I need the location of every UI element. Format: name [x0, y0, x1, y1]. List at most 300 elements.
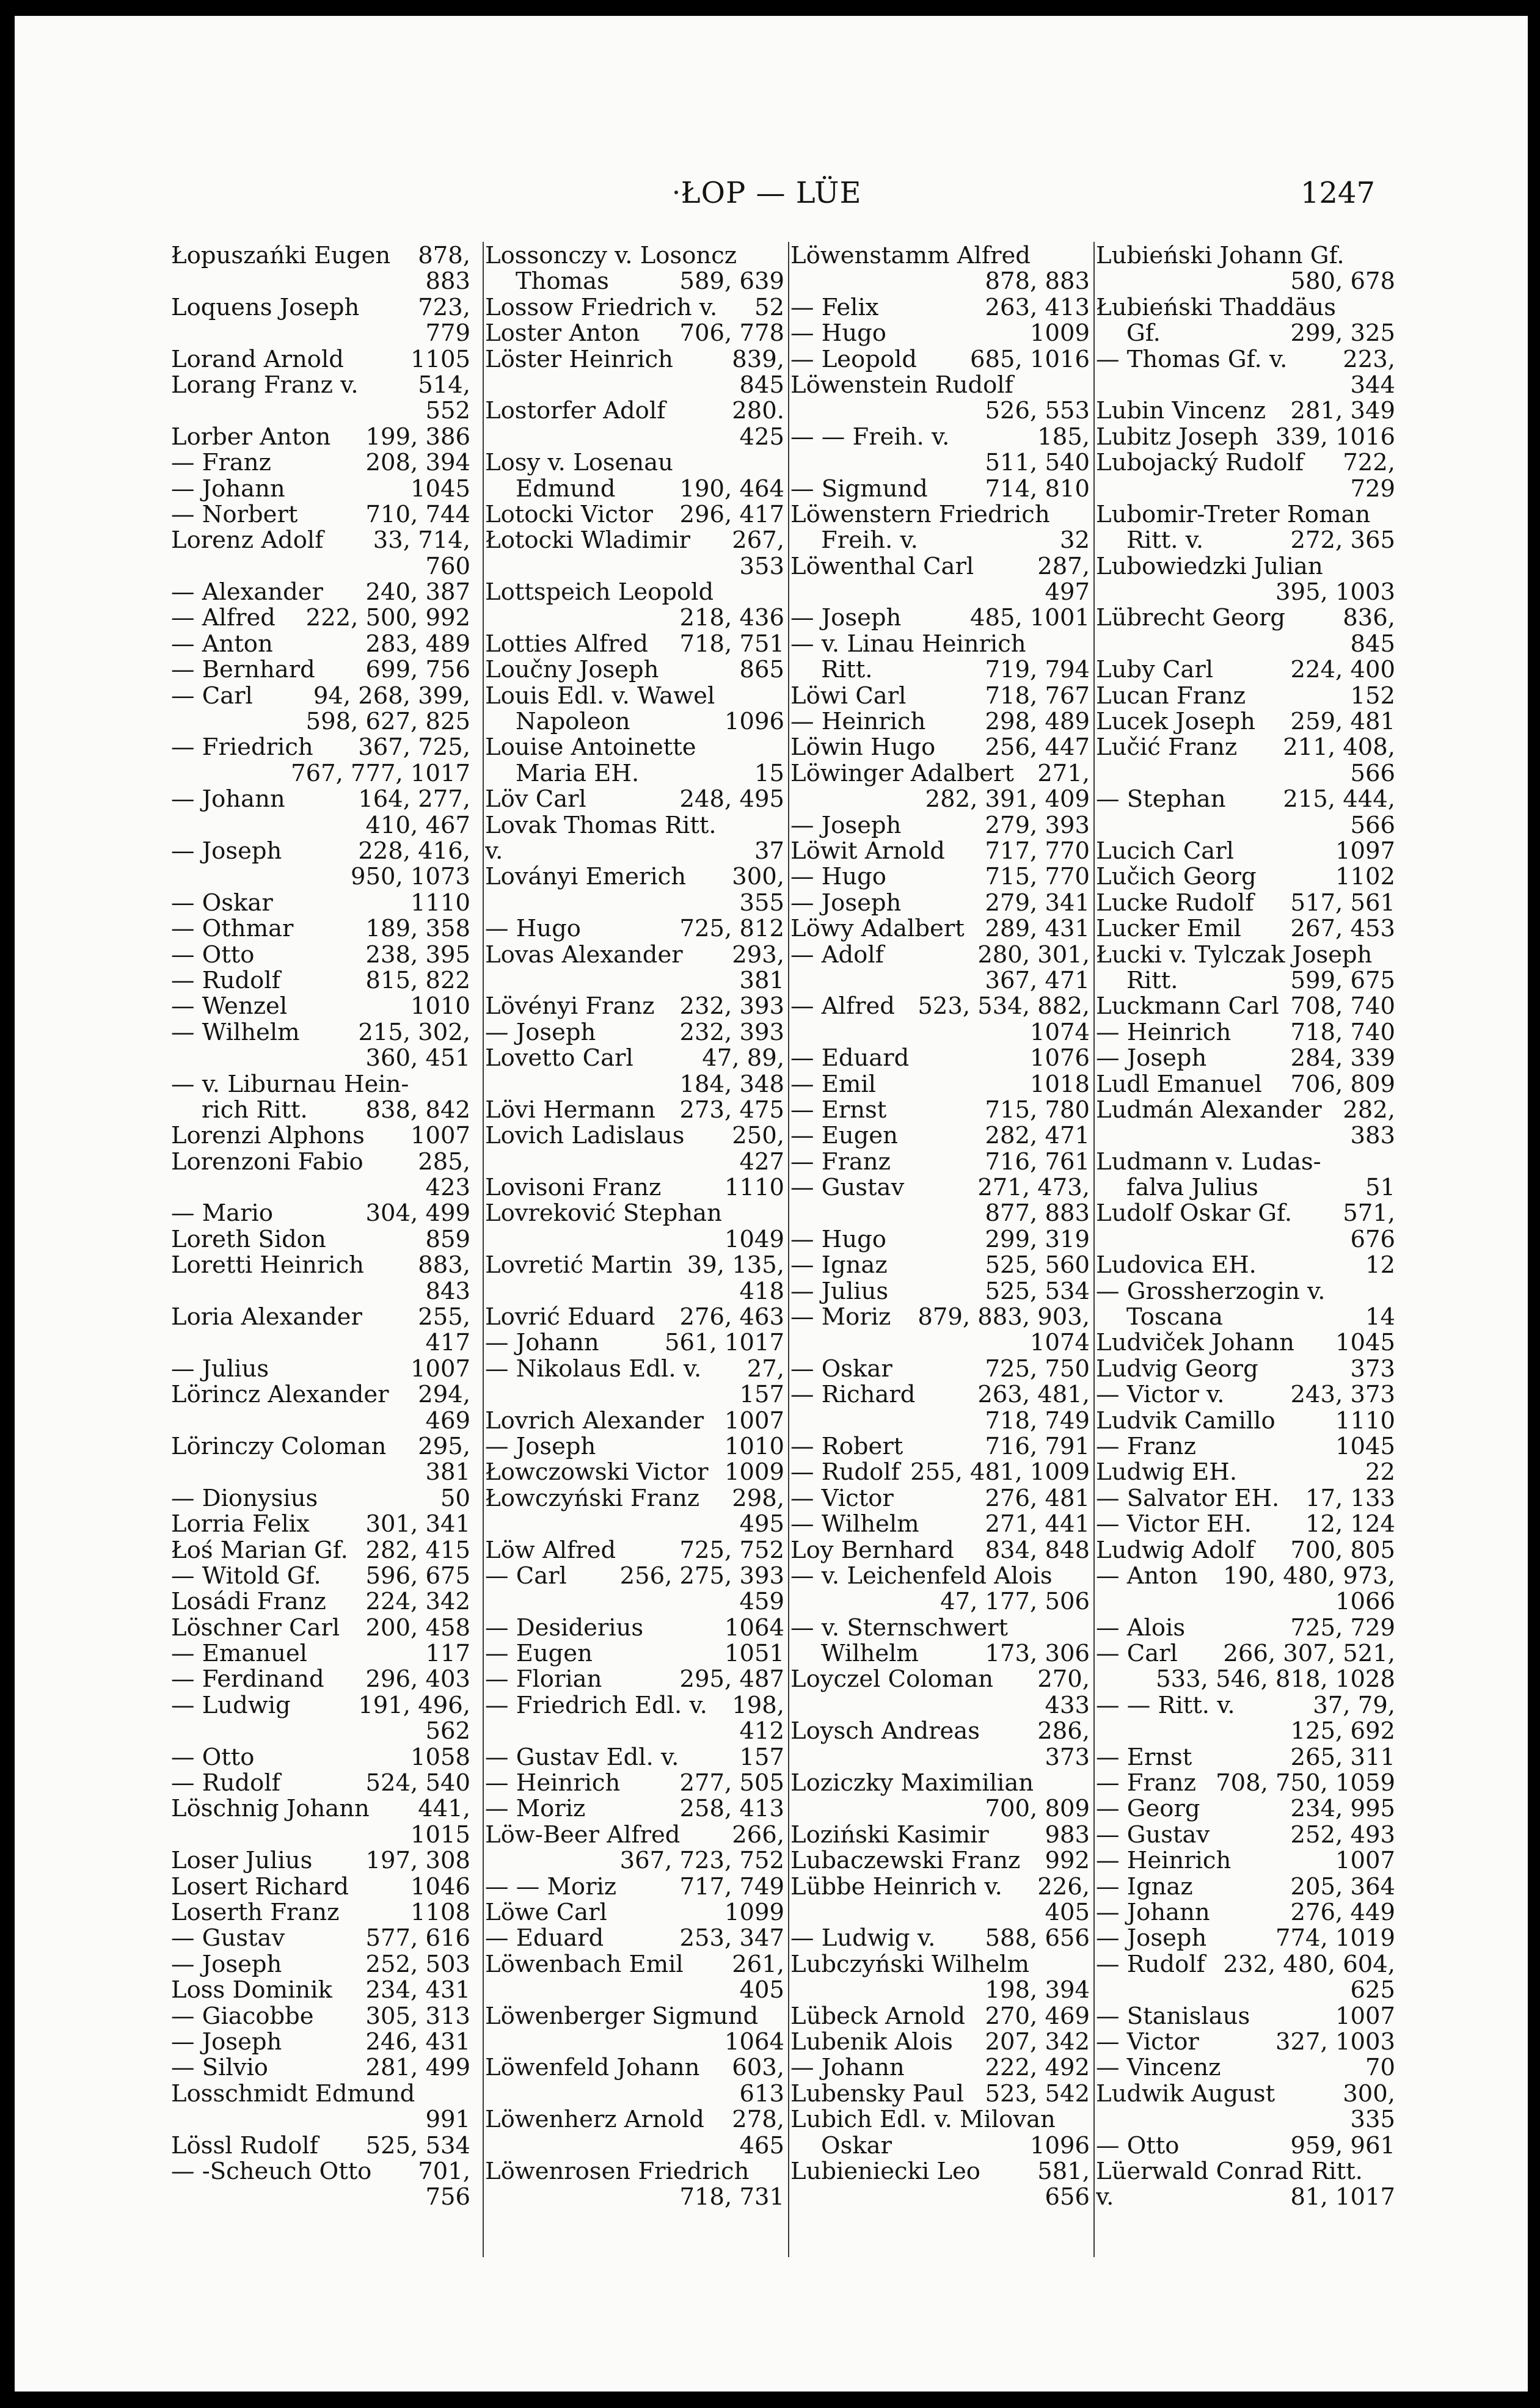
- entry-name: Löw-Beer Alfred: [485, 1822, 681, 1849]
- index-continuation: 656: [1045, 2184, 1090, 2211]
- entry-pages: 252, 493: [1290, 1822, 1395, 1849]
- entry-name: — Heinrich: [1096, 1848, 1232, 1874]
- index-entry: [171, 1511, 470, 1537]
- entry-pages: 271, 473,: [977, 1175, 1090, 1201]
- entry-pages: 232, 393: [679, 994, 784, 1020]
- index-entry: [485, 476, 784, 502]
- entry-pages: 267, 453: [1290, 916, 1395, 942]
- index-continuation: 718, 749: [985, 1408, 1090, 1434]
- entry-pages: 223,: [1343, 346, 1395, 373]
- entry-pages: 298,: [732, 1485, 784, 1512]
- index-entry: [790, 838, 1090, 864]
- index-entry: [1096, 554, 1395, 580]
- entry-name: Łubieński Thaddäus: [1096, 294, 1336, 321]
- entry-name: — Emil: [790, 1071, 876, 1097]
- entry-name: v.: [1096, 2184, 1114, 2211]
- index-entry: [1096, 1486, 1395, 1511]
- entry-pages: 441,: [418, 1796, 470, 1822]
- entry-pages: 1099: [724, 1900, 784, 1926]
- entry-pages: 300,: [1343, 2081, 1395, 2108]
- index-entry: [1096, 994, 1395, 1019]
- index-continuation: 423: [425, 1175, 470, 1201]
- entry-pages: [1084, 631, 1090, 657]
- index-continuation: 950, 1073: [351, 864, 470, 890]
- entry-pages: 1007: [724, 1408, 784, 1434]
- entry-pages: 252, 503: [365, 1951, 470, 1978]
- entry-pages: 715, 780: [985, 1097, 1090, 1124]
- index-entry: [1096, 864, 1395, 890]
- entry-pages: 22: [1365, 1460, 1395, 1486]
- index-entry: [171, 1149, 470, 1175]
- entry-name: — Johann: [171, 787, 285, 813]
- entry-name: Lorria Felix: [171, 1511, 310, 1538]
- entry-pages: 298, 489: [985, 709, 1090, 735]
- index-continuation: 843: [425, 1278, 470, 1305]
- index-entry: [485, 1952, 784, 1977]
- entry-name: — Julius: [790, 1278, 889, 1305]
- entry-name: — Victor: [790, 1485, 894, 1512]
- entry-pages: 37: [754, 838, 784, 865]
- entry-name: — Friedrich: [171, 735, 313, 761]
- entry-name: Lorber Anton: [171, 424, 331, 451]
- column-divider: [483, 242, 484, 2257]
- index-entry: [790, 1382, 1090, 1408]
- entry-name: — v. Linau Heinrich: [790, 631, 1026, 658]
- index-entry: [1096, 2184, 1395, 2210]
- entry-name: Lössl Rudolf: [171, 2133, 318, 2159]
- entry-pages: 865: [739, 657, 784, 683]
- entry-name: Löwenbach Emil: [485, 1951, 684, 1978]
- index-entry: [1096, 1072, 1395, 1097]
- entry-name: Loyczel Coloman: [790, 1667, 994, 1693]
- index-entry: [790, 1175, 1090, 1201]
- entry-name: Lubieński Johann Gf.: [1096, 243, 1345, 269]
- entry-pages: 17, 133: [1305, 1485, 1395, 1512]
- index-entry: [485, 1486, 784, 1511]
- entry-name: rich Ritt.: [202, 1097, 308, 1124]
- entry-pages: 81, 1017: [1290, 2184, 1395, 2211]
- index-entry: [171, 1538, 470, 1563]
- entry-pages: 259, 481: [1290, 709, 1395, 735]
- entry-name: Löschnig Johann: [171, 1796, 370, 1822]
- index-entry: [790, 1719, 1090, 1744]
- index-entry: [171, 580, 470, 605]
- index-entry: [790, 631, 1090, 657]
- index-entry: [1096, 347, 1395, 373]
- entry-pages: 517, 561: [1290, 890, 1395, 917]
- index-entry: [171, 347, 470, 373]
- entry-pages: 279, 341: [985, 890, 1090, 917]
- entry-name: Lovisoni Franz: [485, 1175, 662, 1201]
- entry-pages: 296, 403: [365, 1667, 470, 1693]
- index-continuation: 125, 692: [1290, 1719, 1395, 1745]
- entry-pages: 959, 961: [1290, 2133, 1395, 2159]
- entry-name: — Franz: [1096, 1433, 1196, 1460]
- entry-pages: 281, 499: [365, 2055, 470, 2081]
- entry-name: — Wilhelm: [790, 1511, 919, 1538]
- entry-name: — Alexander: [171, 580, 323, 606]
- entry-pages: 255, 481, 1009: [910, 1460, 1090, 1486]
- entry-pages: [1389, 295, 1395, 321]
- entry-pages: 589, 639: [679, 269, 784, 295]
- index-entry: [790, 916, 1090, 942]
- index-entry: [171, 1382, 470, 1408]
- entry-pages: 51: [1365, 1175, 1395, 1201]
- entry-pages: 299, 325: [1290, 321, 1395, 347]
- index-continuation: 1074: [1030, 1330, 1090, 1356]
- entry-name: — Otto: [1096, 2133, 1180, 2159]
- entry-pages: [1389, 243, 1395, 269]
- entry-name: — — Moriz: [485, 1874, 617, 1900]
- index-entry: [485, 243, 784, 269]
- column-divider: [788, 242, 789, 2257]
- entry-pages: 270,: [1037, 1667, 1090, 1693]
- entry-pages: 838, 842: [365, 1097, 470, 1124]
- entry-name: — v. Liburnau Hein-: [171, 1071, 409, 1097]
- column-divider: [1093, 242, 1095, 2257]
- index-entry: [485, 1563, 784, 1589]
- page-number: 1247: [1300, 176, 1375, 210]
- index-entry: [171, 968, 470, 994]
- entry-name: Ludl Emanuel: [1096, 1071, 1262, 1097]
- index-entry: [1096, 838, 1395, 864]
- entry-name: — Hugo: [485, 916, 581, 942]
- entry-name: — Dionysius: [171, 1485, 318, 1512]
- entry-pages: 294,: [418, 1382, 470, 1408]
- index-entry: [171, 1745, 470, 1770]
- index-entry: [485, 1175, 784, 1201]
- index-entry: [485, 450, 784, 476]
- index-entry: [485, 813, 784, 838]
- index-entry: [171, 787, 470, 812]
- entry-pages: 992: [1045, 1848, 1090, 1874]
- entry-name: — Desiderius: [485, 1615, 644, 1642]
- entry-name: — Richard: [790, 1382, 916, 1408]
- entry-name: Ludwik August: [1096, 2081, 1275, 2108]
- entry-name: Maria EH.: [516, 760, 640, 787]
- entry-pages: 1009: [724, 1460, 784, 1486]
- index-entry: [485, 1874, 784, 1900]
- index-entry: [1096, 1408, 1395, 1434]
- entry-pages: 815, 822: [365, 967, 470, 994]
- entry-pages: 1096: [1030, 2133, 1090, 2159]
- entry-pages: [778, 683, 784, 709]
- entry-pages: 716, 791: [985, 1433, 1090, 1460]
- entry-pages: 272, 365: [1290, 528, 1395, 554]
- index-entry: [485, 1667, 784, 1692]
- entry-name: Lubieniecki Leo: [790, 2158, 980, 2185]
- index-entry: [1096, 1382, 1395, 1408]
- index-entry: [790, 1770, 1090, 1796]
- index-entry: [1096, 1046, 1395, 1071]
- index-entry: [1096, 1460, 1395, 1485]
- entry-name: Löwy Adalbert: [790, 916, 965, 942]
- entry-name: Lotocki Victor: [485, 501, 653, 528]
- entry-pages: 278,: [732, 2107, 784, 2133]
- entry-pages: 710, 744: [365, 501, 470, 528]
- entry-name: — Georg: [1096, 1796, 1200, 1822]
- entry-name: Lovich Ladislaus: [485, 1123, 685, 1149]
- entry-name: — Hugo: [790, 1226, 886, 1253]
- index-entry: [790, 2004, 1090, 2029]
- entry-pages: 12: [1365, 1253, 1395, 1279]
- entry-pages: 685, 1016: [970, 346, 1090, 373]
- index-entry: [790, 683, 1090, 709]
- index-entry: [1096, 1538, 1395, 1563]
- entry-name: Lubojacký Rudolf: [1096, 450, 1304, 476]
- entry-pages: 205, 364: [1290, 1874, 1395, 1900]
- entry-pages: 525, 534: [365, 2133, 470, 2159]
- entry-name: Lubaczewski Franz: [790, 1848, 1021, 1874]
- entry-name: — Rudolf: [171, 1770, 280, 1797]
- entry-pages: 117: [425, 1641, 470, 1667]
- entry-pages: 189, 358: [365, 916, 470, 942]
- entry-pages: 280, 301,: [977, 942, 1090, 968]
- entry-name: — Stanislaus: [1096, 2003, 1250, 2029]
- entry-name: Losschmidt Edmund: [171, 2081, 415, 2108]
- entry-pages: 1007: [411, 1356, 470, 1383]
- entry-pages: 52: [754, 294, 784, 321]
- index-entry: [1096, 502, 1395, 528]
- entry-name: — Stephan: [1096, 787, 1226, 813]
- entry-name: Loquens Joseph: [171, 294, 360, 321]
- index-entry: [485, 838, 784, 864]
- index-continuation: 1015: [411, 1822, 470, 1849]
- entry-name: — Wenzel: [171, 994, 288, 1020]
- entry-name: Napoleon: [516, 709, 630, 735]
- entry-pages: [1084, 1952, 1090, 1977]
- index-entry: [790, 2133, 1090, 2159]
- entry-pages: [1084, 502, 1090, 528]
- entry-pages: 599, 675: [1290, 967, 1395, 994]
- entry-name: — Ludwig: [171, 1692, 291, 1719]
- entry-pages: 232, 393: [679, 1019, 784, 1046]
- entry-pages: 198,: [732, 1692, 784, 1719]
- index-entry: [790, 2029, 1090, 2055]
- index-entry: [790, 709, 1090, 735]
- index-continuation: 367, 723, 752: [619, 1848, 784, 1874]
- entry-pages: 284, 339: [1290, 1046, 1395, 1072]
- entry-name: — Johann: [790, 2055, 905, 2081]
- index-entry: [485, 1304, 784, 1330]
- entry-pages: 834, 848: [985, 1537, 1090, 1563]
- entry-name: — Joseph: [171, 838, 282, 865]
- entry-name: — Victor EH.: [1096, 1511, 1252, 1538]
- index-entry: [790, 476, 1090, 502]
- entry-pages: [1389, 942, 1395, 968]
- entry-name: Gf.: [1126, 321, 1161, 347]
- entry-pages: 191, 496,: [358, 1692, 470, 1719]
- entry-pages: 1007: [1335, 2003, 1395, 2029]
- entry-name: Lubin Vincenz: [1096, 398, 1266, 424]
- index-entry: [790, 1848, 1090, 1874]
- index-entry: [790, 1874, 1090, 1900]
- entry-name: — Carl: [171, 683, 253, 710]
- entry-pages: 263, 413: [985, 294, 1090, 321]
- entry-name: Loss Dominik: [171, 1977, 332, 2004]
- entry-pages: 701,: [418, 2158, 470, 2185]
- index-entry: [790, 1046, 1090, 1071]
- entry-name: Lorenzi Alphons: [171, 1123, 365, 1149]
- entry-pages: [1084, 1770, 1090, 1796]
- entry-name: — Franz: [1096, 1770, 1196, 1797]
- entry-name: — Carl: [485, 1563, 567, 1590]
- entry-pages: 157: [739, 1744, 784, 1771]
- entry-name: Lovetto Carl: [485, 1046, 633, 1072]
- index-entry: [171, 1977, 470, 2003]
- index-continuation: 383: [1350, 1123, 1395, 1149]
- index-continuation: 465: [739, 2133, 784, 2159]
- entry-pages: 485, 1001: [970, 605, 1090, 631]
- entry-name: — Ernst: [790, 1097, 887, 1124]
- entry-name: Loreth Sidon: [171, 1226, 326, 1253]
- entry-pages: 190, 464: [679, 476, 784, 502]
- entry-pages: 94, 268, 399,: [313, 683, 470, 710]
- entry-pages: 152: [1350, 683, 1395, 710]
- index-entry: [171, 424, 470, 450]
- entry-name: — Heinrich: [790, 709, 926, 735]
- entry-name: Lorand Arnold: [171, 346, 344, 373]
- index-entry: [1096, 1330, 1395, 1356]
- entry-pages: 774, 1019: [1275, 1926, 1395, 1952]
- entry-name: Ritt.: [821, 657, 873, 683]
- index-entry: [485, 942, 784, 968]
- index-entry: [485, 1046, 784, 1071]
- index-entry: [1096, 942, 1395, 968]
- entry-pages: 33, 714,: [373, 528, 470, 554]
- entry-name: Lostorfer Adolf: [485, 398, 666, 424]
- entry-name: Lovrić Eduard: [485, 1304, 655, 1331]
- entry-pages: 256, 275, 393: [619, 1563, 784, 1590]
- index-entry: [1096, 321, 1395, 346]
- entry-name: — Carl: [1096, 1641, 1178, 1667]
- entry-name: Losy v. Losenau: [485, 450, 673, 476]
- entry-pages: 240, 387: [365, 580, 470, 606]
- index-entry: [1096, 1097, 1395, 1123]
- entry-name: — Eugen: [485, 1641, 593, 1667]
- index-entry: [1096, 2159, 1395, 2184]
- entry-pages: 525, 534: [985, 1278, 1090, 1305]
- index-entry: [485, 2055, 784, 2081]
- entry-name: — Felix: [790, 294, 879, 321]
- index-entry: [790, 1563, 1090, 1589]
- index-entry: [171, 735, 470, 760]
- entry-name: Löwenthal Carl: [790, 553, 974, 580]
- entry-pages: 304, 499: [365, 1201, 470, 1227]
- index-entry: [790, 864, 1090, 890]
- entry-name: Ludvig Georg: [1096, 1356, 1258, 1383]
- entry-name: Lövényi Franz: [485, 994, 655, 1020]
- entry-pages: 246, 431: [365, 2029, 470, 2056]
- entry-pages: [778, 2159, 784, 2184]
- entry-name: Löv Carl: [485, 787, 586, 813]
- entry-pages: [778, 1201, 784, 1226]
- index-entry: [171, 2081, 470, 2107]
- entry-pages: 282, 471: [985, 1123, 1090, 1149]
- entry-name: Lossonczy v. Losoncz: [485, 243, 737, 269]
- entry-pages: 717, 770: [985, 838, 1090, 865]
- index-entry: [790, 1356, 1090, 1382]
- index-continuation: 381: [739, 967, 784, 994]
- entry-name: — Johann: [1096, 1900, 1210, 1926]
- index-entry: [1096, 2004, 1395, 2029]
- entry-name: Wilhelm: [821, 1641, 919, 1667]
- index-continuation: 353: [739, 553, 784, 580]
- index-continuation: 1074: [1030, 1019, 1090, 1046]
- index-entry: [1096, 1874, 1395, 1900]
- entry-pages: 1064: [724, 1615, 784, 1642]
- entry-name: Löschner Carl: [171, 1615, 340, 1642]
- entry-pages: 1046: [411, 1874, 470, 1900]
- index-continuation: 495: [739, 1511, 784, 1538]
- entry-pages: 50: [440, 1485, 470, 1512]
- entry-pages: 15: [754, 760, 784, 787]
- entry-pages: 714, 810: [985, 476, 1090, 502]
- entry-pages: 524, 540: [365, 1770, 470, 1797]
- entry-name: — Anton: [1096, 1563, 1198, 1590]
- entry-name: — Franz: [171, 450, 271, 476]
- entry-pages: 234, 431: [365, 1977, 470, 2004]
- index-entry: [1096, 1822, 1395, 1848]
- index-continuation: 417: [425, 1330, 470, 1356]
- entry-pages: 47, 89,: [702, 1046, 784, 1072]
- index-entry: [485, 1356, 784, 1382]
- entry-pages: 277, 505: [679, 1770, 784, 1797]
- entry-pages: 271, 441: [985, 1511, 1090, 1538]
- entry-name: Löwe Carl: [485, 1900, 607, 1926]
- entry-pages: 250,: [732, 1123, 784, 1149]
- index-entry: [485, 295, 784, 321]
- entry-pages: 373: [1350, 1356, 1395, 1383]
- index-entry: [485, 994, 784, 1019]
- index-entry: [485, 502, 784, 528]
- entry-name: Löw Alfred: [485, 1537, 616, 1563]
- entry-name: — Victor: [1096, 2029, 1199, 2056]
- index-entry: [790, 2159, 1090, 2184]
- entry-name: Ludmann v. Ludas-: [1096, 1149, 1321, 1176]
- entry-name: Löwenberger Sigmund: [485, 2003, 759, 2029]
- index-continuation: 729: [1350, 476, 1395, 502]
- entry-pages: 273, 475: [679, 1097, 784, 1124]
- index-column-2: [485, 243, 784, 2211]
- entry-name: Lucker Emil: [1096, 916, 1241, 942]
- index-continuation: 427: [739, 1149, 784, 1176]
- index-entry: [485, 735, 784, 760]
- index-entry: [790, 1822, 1090, 1848]
- entry-name: Ritt.: [1126, 967, 1178, 994]
- entry-name: — Ignaz: [1096, 1874, 1193, 1900]
- entry-pages: 282,: [1343, 1097, 1395, 1124]
- entry-name: — Adolf: [790, 942, 884, 968]
- index-entry: [485, 631, 784, 657]
- entry-pages: 266, 307, 521,: [1223, 1641, 1395, 1667]
- entry-pages: 588, 656: [985, 1926, 1090, 1952]
- entry-name: Łopuszańki Eugen: [171, 243, 391, 269]
- entry-pages: 270, 469: [985, 2003, 1090, 2029]
- entry-name: — Gustav: [790, 1175, 905, 1201]
- entry-name: — Heinrich: [485, 1770, 621, 1797]
- index-entry: [790, 1227, 1090, 1253]
- entry-pages: 523, 534, 882,: [918, 994, 1090, 1020]
- entry-name: — Sigmund: [790, 476, 928, 502]
- entry-pages: 1058: [411, 1744, 470, 1771]
- entry-pages: 603,: [732, 2055, 784, 2081]
- entry-pages: 700, 805: [1290, 1537, 1395, 1563]
- index-entry: [1096, 1511, 1395, 1537]
- index-continuation: 845: [1350, 631, 1395, 658]
- entry-pages: 232, 480, 604,: [1223, 1951, 1395, 1978]
- index-continuation: 552: [425, 398, 470, 424]
